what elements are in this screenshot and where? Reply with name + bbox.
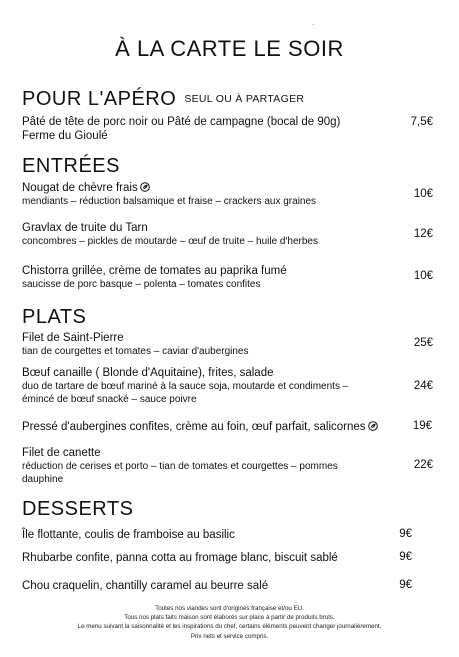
item-price: 25€ bbox=[413, 337, 433, 349]
menu-item-rhubarbe bbox=[22, 551, 432, 565]
item-desc: duo de tartare de bœuf mariné à la sauce soja, moutarde et condiments – bbox=[22, 381, 349, 392]
footer-line: Prix nets et service compris. bbox=[190, 632, 269, 640]
menu-item-gravlax bbox=[22, 221, 432, 248]
section-apero-subtitle: SEUL OU À PARTAGER bbox=[184, 93, 305, 105]
item-price: 19€ bbox=[412, 420, 432, 432]
footer-notes bbox=[0, 604, 459, 641]
item-desc: mendiants – réduction balsamique et fraise – crackers aux graines bbox=[22, 196, 317, 207]
item-desc: saucisse de porc basque – polenta – tomates confites bbox=[22, 279, 261, 290]
item-desc: Ferme du Gioulé bbox=[22, 130, 108, 142]
item-desc: concombres – pickles de moutarde – œuf de truite – huile d'herbes bbox=[22, 236, 318, 247]
footer-line: Toutes nos viandes sont d'origines française et/ou EU. bbox=[155, 605, 304, 612]
menu-item-boeuf bbox=[22, 366, 432, 406]
leaf-circle-icon bbox=[368, 421, 378, 431]
item-name: Île flottante, coulis de framboise au basilic bbox=[22, 529, 235, 541]
item-price: 9€ bbox=[399, 528, 412, 540]
section-title-plats: PLATS bbox=[22, 306, 87, 328]
item-price: 12€ bbox=[413, 228, 433, 240]
item-desc-2: émincé de bœuf snacké – sauce poivre bbox=[22, 394, 197, 405]
menu-item-canette bbox=[22, 446, 432, 486]
item-price: 9€ bbox=[399, 579, 412, 591]
item-desc: tian de courgettes et tomates – caviar d'aubergines bbox=[22, 346, 249, 357]
menu-title: À LA CARTE LE SOIR bbox=[115, 36, 344, 61]
section-title-entrees: ENTRÉES bbox=[22, 155, 120, 177]
menu-item-nougat bbox=[22, 181, 432, 208]
menu-item-chou bbox=[22, 579, 432, 593]
section-title-desserts: DESSERTS bbox=[22, 498, 134, 520]
item-name: Nougat de chèvre frais bbox=[22, 182, 138, 194]
item-desc-2: dauphine bbox=[22, 474, 64, 485]
item-name: Rhubarbe confite, panna cotta au fromage blanc, biscuit sablé bbox=[22, 552, 338, 564]
item-desc: réduction de cerises et porto – tian de tomates et courgettes – pommes bbox=[22, 461, 338, 472]
menu-item-saint-pierre bbox=[22, 331, 432, 358]
menu-item-chistorra bbox=[22, 264, 432, 291]
item-price: 9€ bbox=[399, 551, 412, 563]
item-price: 10€ bbox=[413, 270, 433, 282]
item-price: 22€ bbox=[413, 459, 433, 471]
item-name: Bœuf canaille ( Blonde d'Aquitaine), frites, salade bbox=[22, 367, 274, 379]
menu-item-ile-flottante bbox=[22, 528, 432, 542]
footer-line: Le menu suivant la saisonnalité et les inspirations du chef, certains éléments peuvent changer journalièrement. bbox=[77, 623, 382, 631]
item-name: Filet de Saint-Pierre bbox=[22, 332, 124, 344]
menu-item-presse bbox=[22, 420, 442, 434]
item-name: Chistorra grillée, crème de tomates au paprika fumé bbox=[22, 265, 287, 277]
section-apero-label: POUR L'APÉRO bbox=[22, 88, 177, 110]
decorative-dot bbox=[313, 24, 314, 25]
item-name: Pâté de tête de porc noir ou Pâté de campagne (bocal de 90g) bbox=[22, 116, 341, 128]
item-price: 7,5€ bbox=[410, 116, 433, 128]
item-price: 24€ bbox=[413, 380, 433, 392]
section-title-apero bbox=[22, 88, 304, 111]
item-name: Chou craquelin, chantilly caramel au beurre salé bbox=[22, 580, 269, 592]
footer-line: Tous nos plats faits maison sont élaborés sur place à partir de produits bruts. bbox=[124, 614, 335, 622]
item-price: 10€ bbox=[413, 188, 433, 200]
item-name: Pressé d'aubergines confites, crème au foin, œuf parfait, salicornes bbox=[22, 421, 366, 433]
item-name: Gravlax de truite du Tarn bbox=[22, 222, 148, 234]
leaf-circle-icon bbox=[140, 182, 150, 192]
menu-item-pate bbox=[22, 115, 432, 143]
item-name: Filet de canette bbox=[22, 447, 101, 459]
